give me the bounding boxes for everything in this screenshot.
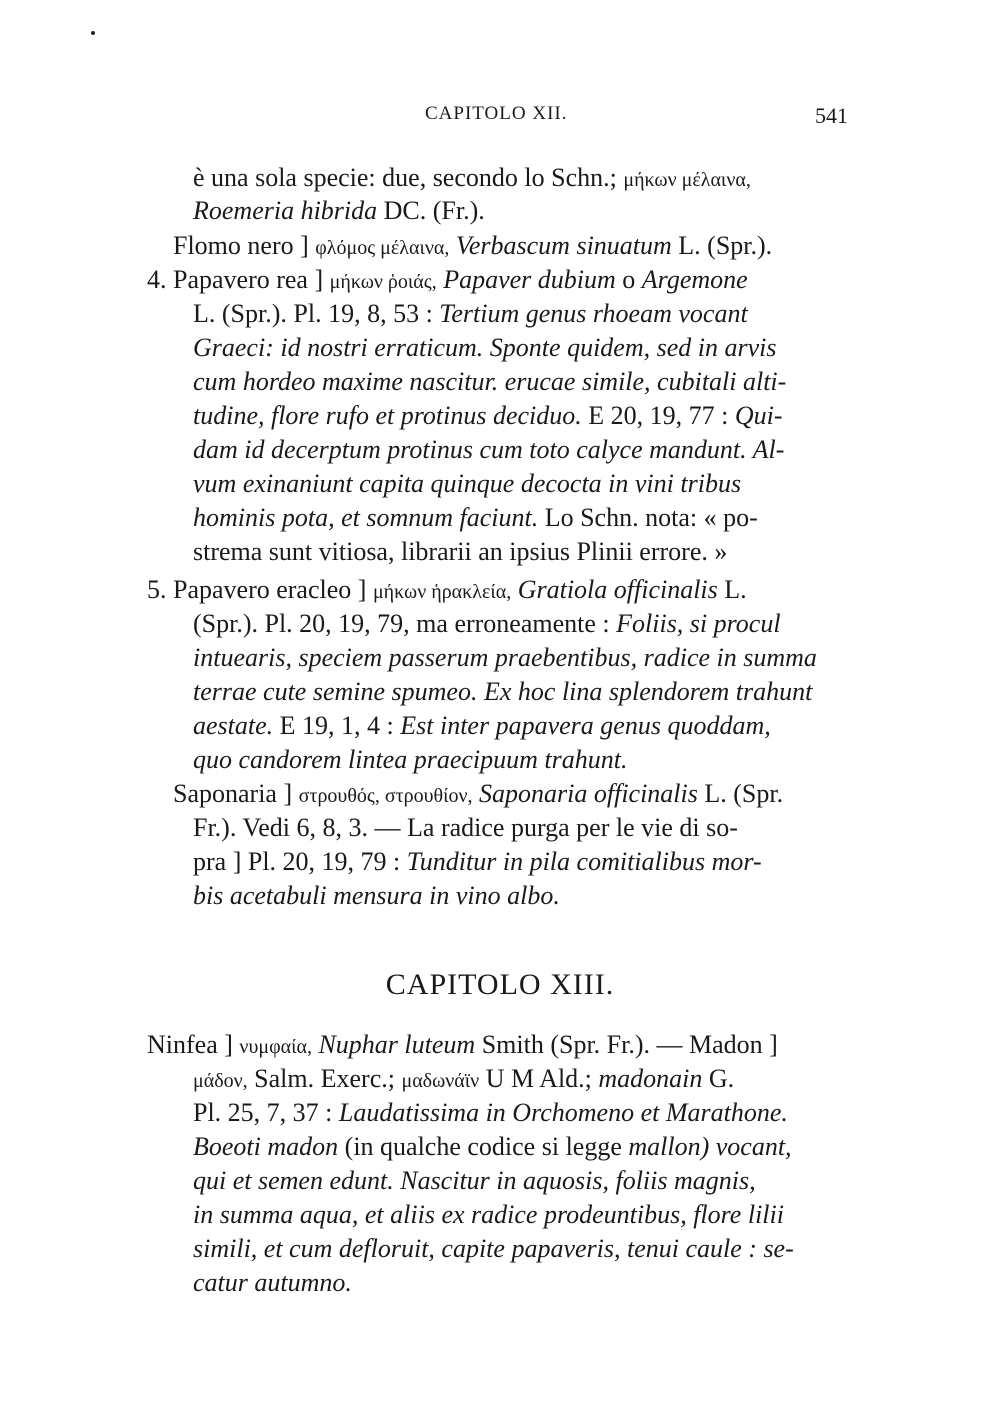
text-run: Flomo nero ] bbox=[173, 231, 316, 260]
greek-term: στρουθός, στρουθίον, bbox=[298, 785, 473, 807]
latin-quote: vum exinaniunt capita quinque decocta in vini tribus bbox=[193, 469, 742, 498]
latin-quote: Tertium genus rhoeam vocant bbox=[439, 299, 748, 328]
latin-quote: dam id decerptum protinus cum toto calyce mandunt. Al- bbox=[193, 435, 785, 464]
latin-quote: Roemeria hibrida bbox=[193, 196, 378, 225]
text-line bbox=[193, 469, 741, 499]
latin-quote: Graeci: id nostri erraticum. Sponte quidem, sed in arvis bbox=[193, 333, 777, 362]
text-line bbox=[193, 503, 758, 533]
text-run: o bbox=[615, 265, 642, 294]
latin-quote: Nuphar luteum bbox=[318, 1030, 476, 1059]
text-run: è una sola specie: due, secondo lo Schn.; bbox=[193, 163, 624, 192]
text-run: Salm. Exerc.; bbox=[247, 1064, 402, 1093]
text-line bbox=[147, 575, 747, 607]
text-line bbox=[193, 401, 783, 431]
text-line bbox=[193, 163, 751, 195]
greek-term: μήκων ἡρακλεία, bbox=[372, 581, 512, 603]
latin-quote: Papaver dubium bbox=[443, 265, 616, 294]
latin-quote: simili, et cum defloruit, capite papaveris, tenui caule : se- bbox=[193, 1234, 794, 1263]
text-run: E 19, 1, 4 : bbox=[273, 711, 401, 740]
text-run: U M Ald.; bbox=[479, 1064, 599, 1093]
text-line bbox=[193, 333, 777, 363]
text-line bbox=[193, 1098, 788, 1128]
latin-quote: Est inter papavera genus quoddam, bbox=[400, 711, 771, 740]
text-line bbox=[193, 299, 748, 329]
text-run: Fr.). Vedi 6, 8, 3. — La radice purga per le vie di so- bbox=[193, 813, 738, 842]
text-run: pra ] Pl. 20, 19, 79 : bbox=[193, 847, 407, 876]
latin-quote: qui et semen edunt. Nascitur in aquosis, foliis magnis, bbox=[193, 1166, 756, 1195]
text-run: Ninfea ] bbox=[147, 1030, 240, 1059]
latin-quote: Gratiola officinalis bbox=[517, 575, 718, 604]
latin-quote: madonain bbox=[598, 1064, 703, 1093]
text-run: (Spr.). Pl. 20, 19, 79, ma erroneamente : bbox=[193, 609, 617, 638]
latin-quote: Verbascum sinuatum bbox=[455, 231, 672, 260]
text-line bbox=[193, 677, 812, 707]
latin-quote: in summa aqua, et aliis ex radice prodeuntibus, flore lilii bbox=[193, 1200, 784, 1229]
text-run: Saponaria ] bbox=[173, 779, 299, 808]
greek-term: μαδωνάϊν bbox=[401, 1070, 480, 1092]
latin-quote: bis acetabuli mensura in vino albo. bbox=[193, 881, 560, 910]
text-run: DC. (Fr.). bbox=[377, 196, 485, 225]
text-run: Smith (Spr. Fr.). — Madon ] bbox=[475, 1030, 778, 1059]
running-title: CAPITOLO XII. bbox=[425, 103, 568, 124]
latin-quote: tudine, flore rufo et protinus deciduo. bbox=[193, 401, 582, 430]
text-line bbox=[193, 745, 627, 775]
text-line bbox=[193, 435, 784, 465]
text-line bbox=[193, 1064, 734, 1096]
latin-quote: cum hordeo maxime nascitur. erucae simile, cubitali alti- bbox=[193, 367, 787, 396]
text-line bbox=[193, 1132, 792, 1162]
latin-quote: intuearis, speciem passerum praebentibus, radice in summa bbox=[193, 643, 817, 672]
text-run: L. (Spr.). bbox=[671, 231, 773, 260]
text-line bbox=[193, 1200, 784, 1230]
text-line bbox=[193, 643, 817, 673]
chapter-heading: CAPITOLO XIII. bbox=[385, 968, 615, 1001]
text-line bbox=[193, 196, 485, 226]
text-line bbox=[147, 265, 748, 297]
text-run: E 20, 19, 77 : bbox=[581, 401, 735, 430]
latin-quote: Foliis, si procul bbox=[616, 609, 781, 638]
latin-quote: Qui- bbox=[734, 401, 783, 430]
text-line bbox=[147, 1030, 778, 1062]
text-run: strema sunt vitiosa, librarii an ipsius Plinii errore. » bbox=[193, 537, 728, 566]
text-run: L. bbox=[717, 575, 747, 604]
text-line bbox=[193, 881, 560, 911]
text-run: L. (Spr.). Pl. 19, 8, 53 : bbox=[193, 299, 440, 328]
latin-quote: catur autumno. bbox=[193, 1268, 352, 1297]
greek-term: μήκων μέλαινα, bbox=[623, 169, 751, 191]
latin-quote: Tunditur in pila comitialibus mor- bbox=[406, 847, 762, 876]
greek-term: φλόμος μέλαινα, bbox=[315, 237, 450, 259]
text-line bbox=[193, 1234, 794, 1264]
text-run: G. bbox=[702, 1064, 735, 1093]
text-run: L. (Spr. bbox=[697, 779, 784, 808]
page-number: 541 bbox=[815, 103, 848, 128]
latin-quote: Saponaria officinalis bbox=[479, 779, 698, 808]
text-line bbox=[193, 813, 738, 843]
text-line bbox=[193, 609, 781, 639]
latin-quote: quo candorem lintea praecipuum trahunt. bbox=[193, 745, 628, 774]
text-run: (in qualche codice si legge bbox=[338, 1132, 629, 1161]
latin-quote: terrae cute semine spumeo. Ex hoc lina splendorem trahunt bbox=[193, 677, 813, 706]
text-run: Pl. 25, 7, 37 : bbox=[193, 1098, 339, 1127]
text-line bbox=[173, 231, 772, 263]
text-line bbox=[193, 711, 771, 741]
text-line bbox=[193, 1268, 352, 1298]
latin-quote: aestate. bbox=[193, 711, 274, 740]
text-line bbox=[193, 367, 786, 397]
text-line bbox=[193, 847, 762, 877]
greek-term: μάδον, bbox=[193, 1070, 248, 1092]
text-line bbox=[193, 1166, 756, 1196]
text-line bbox=[193, 537, 727, 567]
text-run: Lo Schn. nota: « po- bbox=[538, 503, 758, 532]
text-run: 4. Papavero rea ] bbox=[147, 265, 330, 294]
latin-quote: Laudatissima in Orchomeno et Marathone. bbox=[338, 1098, 788, 1127]
latin-quote: Boeoti madon bbox=[193, 1132, 339, 1161]
greek-term: νυμφαία, bbox=[239, 1036, 312, 1058]
latin-quote: mallon) vocant, bbox=[628, 1132, 792, 1161]
ink-speck bbox=[91, 31, 95, 35]
latin-quote: Argemone bbox=[641, 265, 748, 294]
text-run: 5. Papavero eracleo ] bbox=[147, 575, 373, 604]
text-line bbox=[173, 779, 783, 811]
latin-quote: hominis pota, et somnum faciunt. bbox=[193, 503, 539, 532]
greek-term: μήκων ῥοιάς, bbox=[329, 271, 437, 293]
